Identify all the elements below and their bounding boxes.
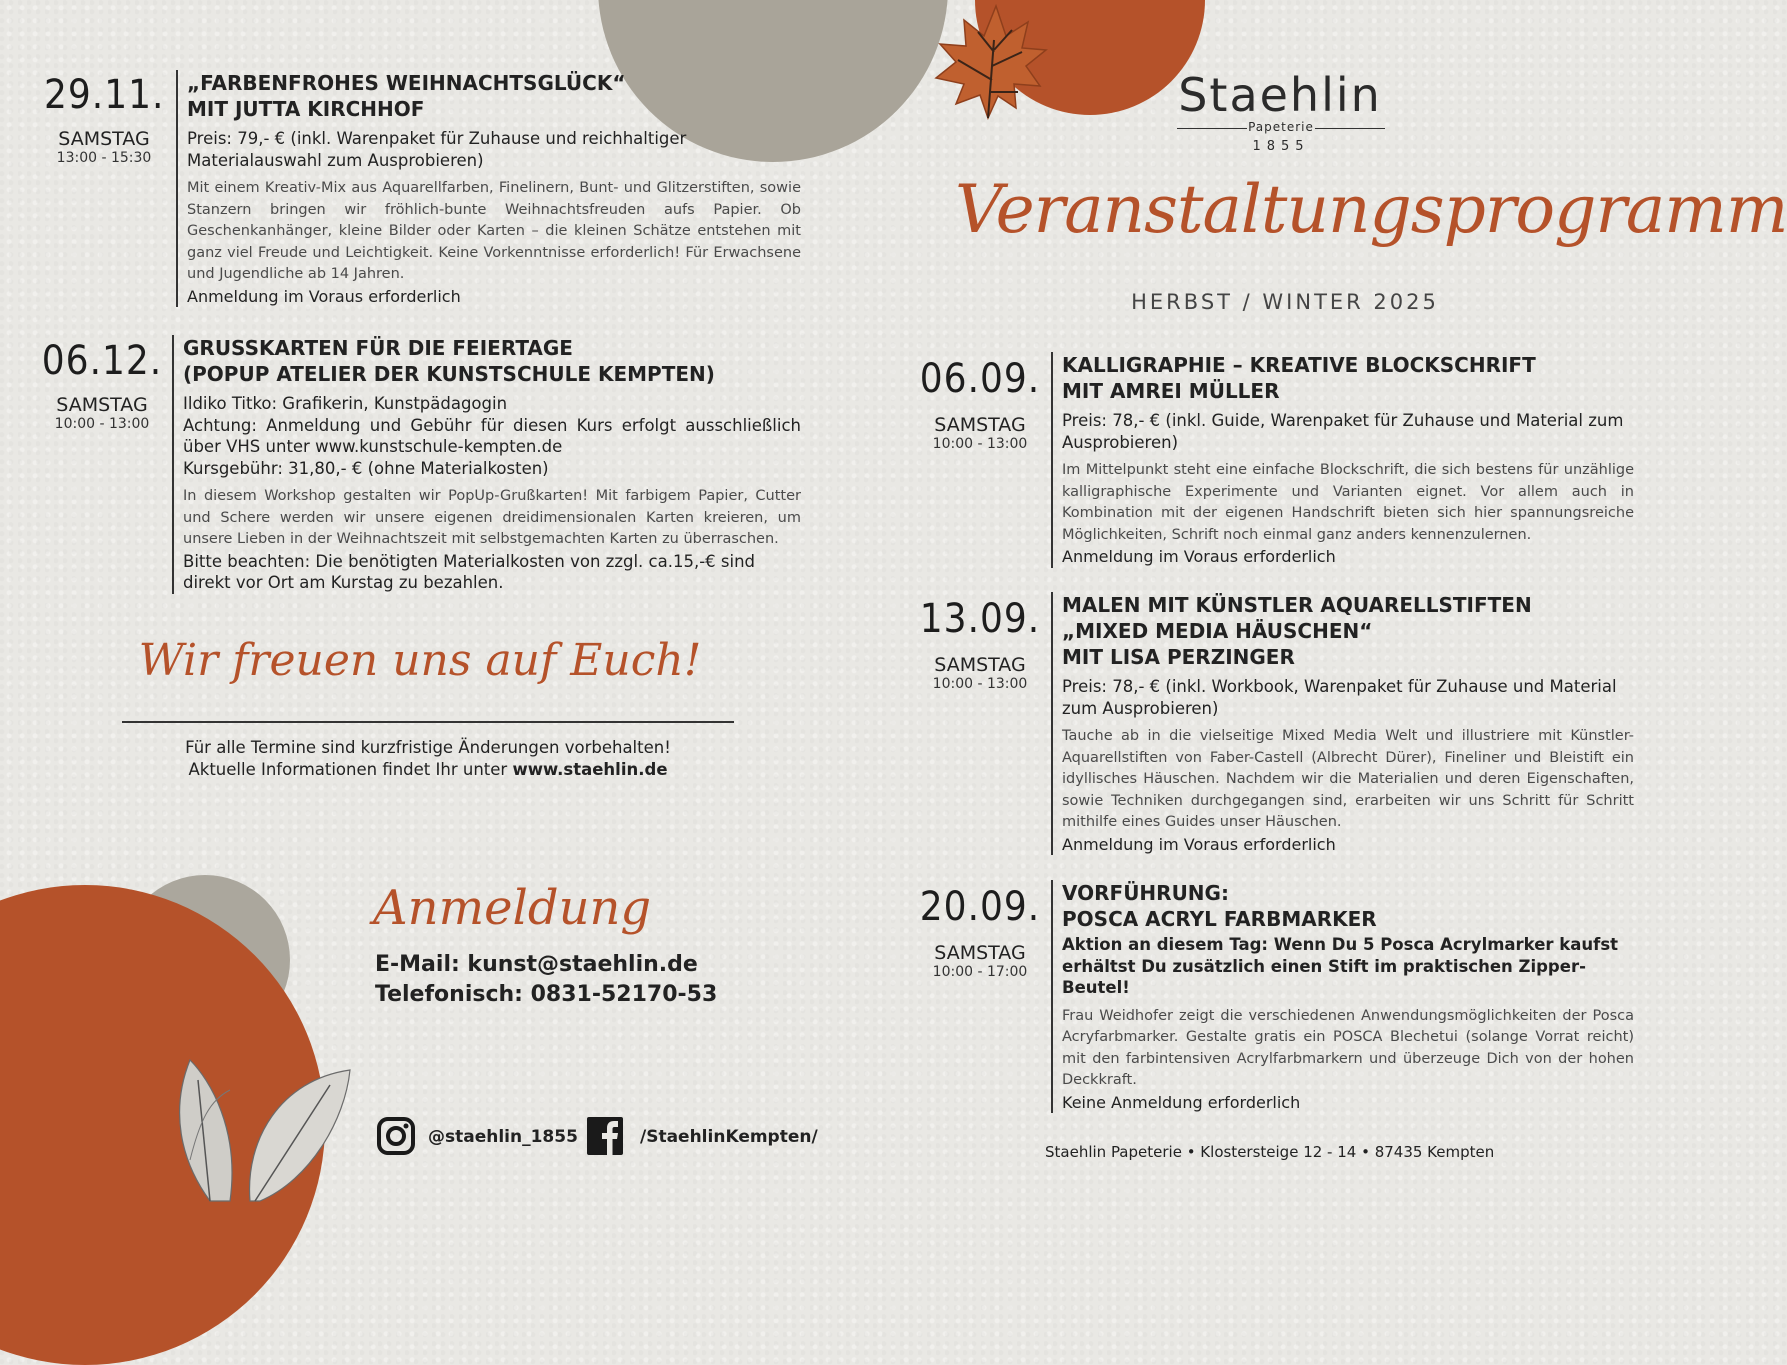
brand-name: Staehlin xyxy=(1178,68,1382,122)
greeting-rule xyxy=(122,721,734,723)
event-date-block xyxy=(44,72,164,166)
autumn-leaf-icon xyxy=(918,0,1053,125)
brand-year: 1855 xyxy=(1252,139,1310,154)
brand-rule-right xyxy=(1315,128,1385,129)
event-day: SAMSTAG xyxy=(934,414,1026,436)
event-subtitle: MIT AMREI MÜLLER xyxy=(1062,379,1280,403)
event-day: SAMSTAG xyxy=(56,394,148,416)
event-description: Tauche ab in die vielseitige Mixed Media Welt und illustriere mit Künstler-Aquarellstiften von Faber-Castell (Albrecht Dürer), Fineliner und Bleistift ein idyllisches Häuschen. Nachdem wir die Materialien und deren Eigenschaften, sowie Techniken durchgegangen sind, erarbeiten wir uns Schritt für Schritt mithilfe eines Guides unser Häuschen. xyxy=(1062,728,1634,830)
event-title: VORFÜHRUNG: xyxy=(1062,881,1229,905)
event-date: 29.11. xyxy=(44,72,165,118)
registration-phone[interactable]: Telefonisch: 0831-52170-53 xyxy=(375,982,718,1007)
facebook-icon[interactable] xyxy=(587,1117,623,1155)
event-note: Anmeldung im Voraus erforderlich xyxy=(1062,547,1336,566)
event-date: 13.09. xyxy=(919,596,1041,642)
event-details xyxy=(1051,352,1634,568)
registration-email[interactable]: E-Mail: kunst@staehlin.de xyxy=(375,952,698,977)
event-price: Preis: 79,- € (inkl. Warenpaket für Zuhause und reichhaltiger Materialauswahl zum Ausprobieren) xyxy=(187,129,687,170)
event-details xyxy=(176,70,801,307)
event-note: Anmeldung im Voraus erforderlich xyxy=(1062,834,1336,854)
event-date-block xyxy=(914,596,1046,692)
event-note: Keine Anmeldung erforderlich xyxy=(1062,1092,1301,1112)
event-subtitle: POSCA ACRYL FARBMARKER xyxy=(1062,907,1377,931)
program-title: Veranstaltungsprogramm xyxy=(955,171,1787,248)
event-description: Frau Weidhofer zeigt die verschiedenen Anwendungsmöglichkeiten der Posca Acryfarbmarker. Gestalte gratis ein POSCA Blechetui (solange Vorrat reicht) mit den farbintensiven Acrylfarbmarkern und überzeuge Dich von der hohen Deckkraft. xyxy=(1062,1007,1634,1088)
event-price: Preis: 78,- € (inkl. Workbook, Warenpaket für Zuhause und Material zum Ausprobieren) xyxy=(1062,677,1617,718)
event-day: SAMSTAG xyxy=(934,942,1026,964)
facebook-handle[interactable]: /StaehlinKempten/ xyxy=(640,1127,818,1147)
event-title: KALLIGRAPHIE – KREATIVE BLOCKSCHRIFT xyxy=(1062,353,1536,377)
event-date-block xyxy=(40,338,164,432)
event-day: SAMSTAG xyxy=(934,654,1026,676)
event-day: SAMSTAG xyxy=(58,128,150,150)
event-date-block xyxy=(914,884,1046,980)
event-instructor: MIT LISA PERZINGER xyxy=(1062,645,1295,669)
event-date: 20.09. xyxy=(919,884,1041,930)
instagram-icon[interactable] xyxy=(377,1117,415,1155)
event-promotion: Aktion an diesem Tag: Wenn Du 5 Posca Acrylmarker kaufst erhältst Du zusätzlich einen Stift im praktischen Zipper-Beutel! xyxy=(1062,935,1619,997)
event-title: „FARBENFROHES WEIHNACHTSGLÜCK“ xyxy=(187,71,626,95)
disclaimer xyxy=(122,737,734,781)
event-description: In diesem Workshop gestalten wir PopUp-Grußkarten! Mit farbigem Papier, Cutter und Schere werden wir unsere eigenen dreidimensionalen Karten kreieren, um unsere Lieben in der Weihnachtszeit mit selbstgemachten Karten zu überraschen. xyxy=(183,488,801,547)
event-date: 06.09. xyxy=(919,356,1041,402)
event-note: Bitte beachten: Die benötigten Materialkosten von zzgl. ca.15,-€ sind direkt vor Ort am Kurstag zu bezahlen. xyxy=(183,551,756,592)
event-time: 10:00 - 13:00 xyxy=(932,436,1028,452)
brand-sub: Papeterie xyxy=(1248,120,1314,134)
disclaimer-prefix: Aktuelle Informationen findet Ihr unter xyxy=(188,760,513,779)
address: Staehlin Papeterie • Klostersteige 12 - 14 • 87435 Kempten xyxy=(1045,1143,1495,1161)
registration-heading: Anmeldung xyxy=(373,880,652,936)
instagram-handle[interactable]: @staehlin_1855 xyxy=(428,1127,578,1147)
event-fee: Kursgebühr: 31,80,- € (ohne Materialkosten) xyxy=(183,458,549,478)
event-time: 13:00 - 15:30 xyxy=(56,150,152,166)
event-details xyxy=(1051,880,1634,1113)
disclaimer-line1: Für alle Termine sind kurzfristige Änderungen vorbehalten! xyxy=(185,738,671,757)
event-details xyxy=(1051,592,1634,855)
grey-leaf-icon xyxy=(150,1000,370,1201)
event-description: Im Mittelpunkt steht eine einfache Blockschrift, die sich bestens für unzählige kalligraphische Experimente und Varianten eignet. Vor allem auch in Kombination mit der eigenen Handschrift bieten sich hier spannungsreiche Möglichkeiten, Schrift noch einmal ganz anders kennenzulernen. xyxy=(1062,462,1634,543)
website-link[interactable]: www.staehlin.de xyxy=(512,760,668,779)
event-time: 10:00 - 13:00 xyxy=(932,676,1028,692)
disclaimer-line2 xyxy=(122,759,734,781)
event-instructor: Ildiko Titko: Grafikerin, Kunstpädagogin xyxy=(183,394,508,413)
event-date-block xyxy=(914,356,1046,452)
event-date: 06.12. xyxy=(41,338,163,384)
event-title: MALEN MIT KÜNSTLER AQUARELLSTIFTEN xyxy=(1062,593,1532,617)
event-time: 10:00 - 17:00 xyxy=(932,964,1028,980)
event-subtitle: MIT JUTTA KIRCHHOF xyxy=(187,97,425,121)
event-price: Preis: 78,- € (inkl. Guide, Warenpaket für Zuhause und Material zum Ausprobieren) xyxy=(1062,411,1624,452)
event-title: GRUSSKARTEN FÜR DIE FEIERTAGE xyxy=(183,336,573,360)
event-description: Mit einem Kreativ-Mix aus Aquarellfarben, Finelinern, Bunt- und Glitzerstiften, sowie Stanzern bringen wir fröhlich-bunte Weihnachtsfreuden aufs Papier. Ob Geschenkanhänger, kleine Bilder oder Karten – die kleinen Schätze entstehen mit ganz viel Freude und Leichtigkeit. Keine Vorkenntnisse erforderlich! Für Erwachsene und Jugendliche ab 14 Jahren. xyxy=(187,180,801,282)
greeting: Wir freuen uns auf Euch! xyxy=(138,635,702,686)
brand-rule-left xyxy=(1177,128,1247,129)
event-time: 10:00 - 13:00 xyxy=(54,416,150,432)
event-subtitle: „MIXED MEDIA HÄUSCHEN“ xyxy=(1062,619,1373,643)
program-season: HERBST / WINTER 2025 xyxy=(1131,290,1439,314)
event-details xyxy=(172,335,801,594)
event-notice: Achtung: Anmeldung und Gebühr für diesen Kurs erfolgt ausschließlich über VHS unter www.kunstschule-kempten.de xyxy=(183,415,801,456)
event-subtitle: (POPUP ATELIER DER KUNSTSCHULE KEMPTEN) xyxy=(183,362,715,386)
event-note: Anmeldung im Voraus erforderlich xyxy=(187,286,461,306)
